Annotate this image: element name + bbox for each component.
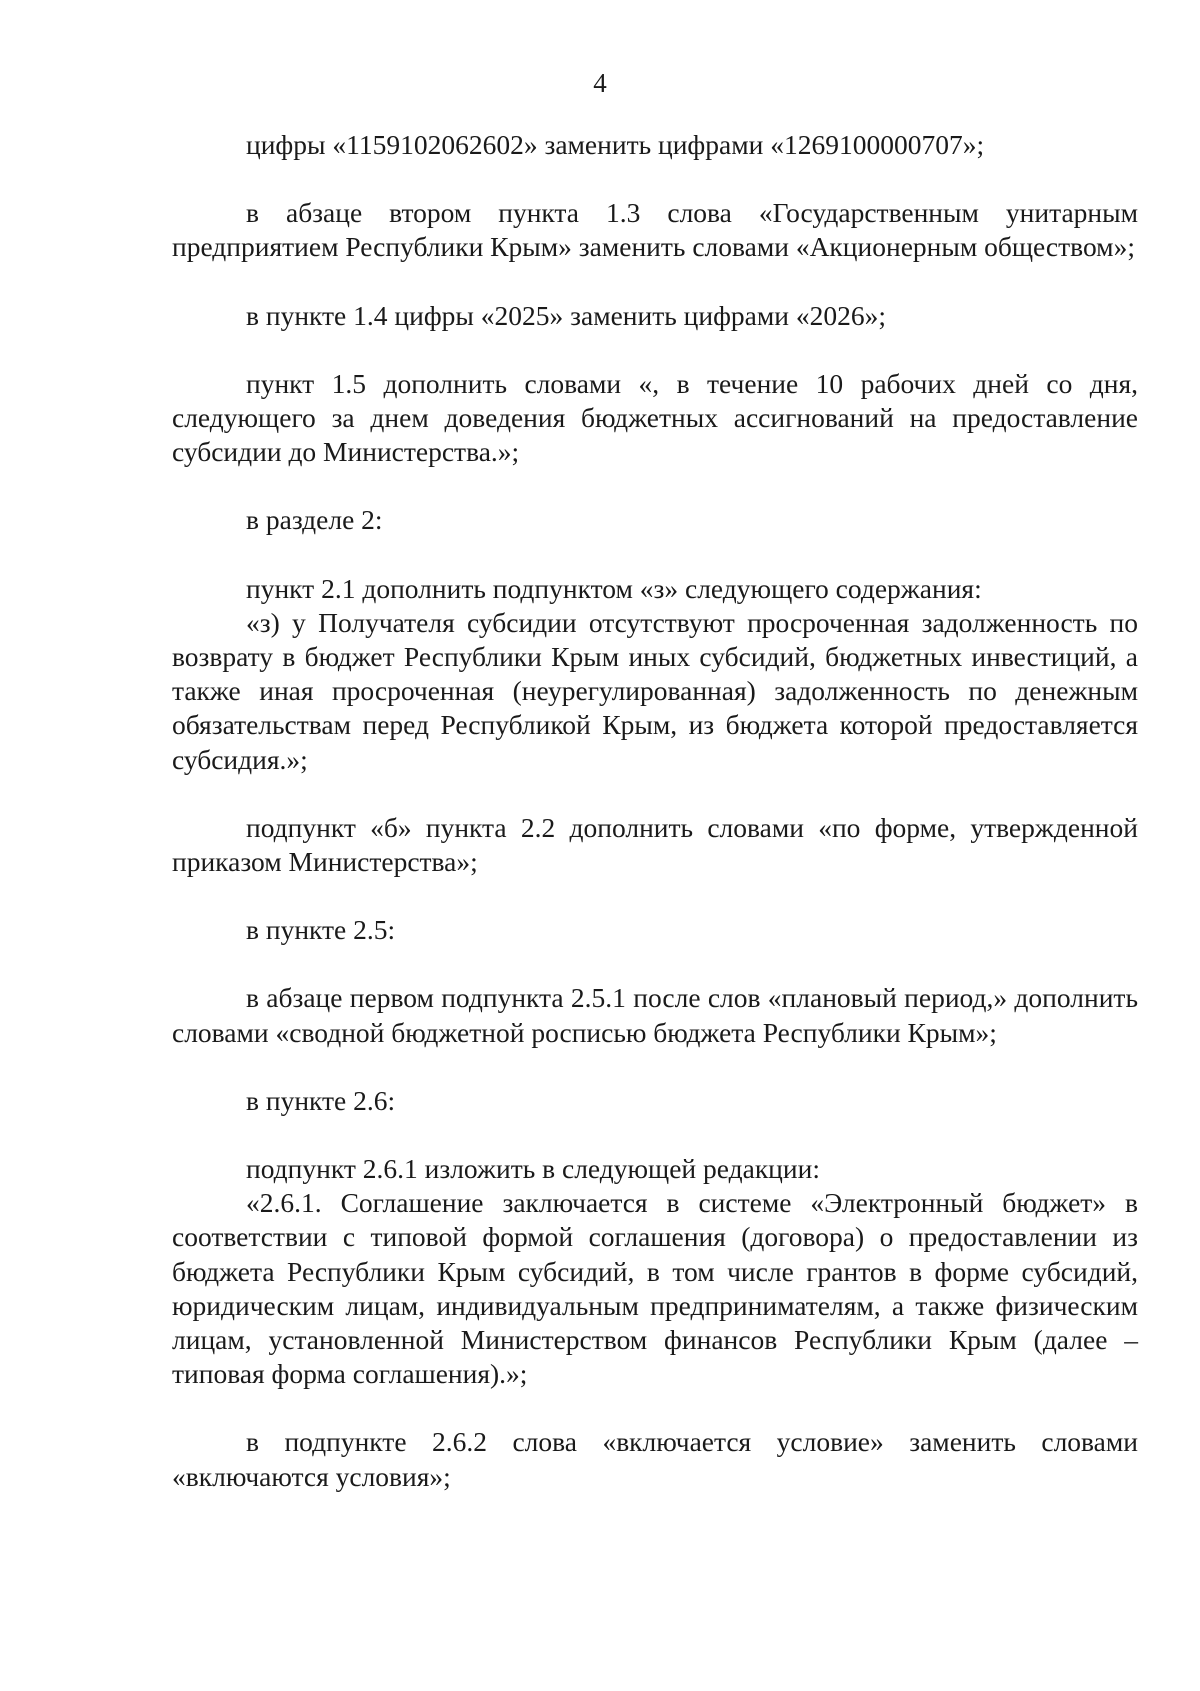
paragraph-clause-2-2: подпункт «б» пункта 2.2 дополнить словами «по форме, утвержденной приказом Министерства»; <box>172 811 1138 878</box>
paragraph-section-2: в разделе 2: <box>246 504 383 536</box>
document-body <box>172 128 1138 1494</box>
paragraph-subclause-z: «з) у Получателя субсидии отсутствуют просроченная задолженность по возврату в бюджет Республики Крым иных субсидий, бюджетных инвестиций, а также иная просроченная (неурегулированная) задолженность по денежным обязательствам перед Республикой Крым, из бюджета которой предоставляется субсидия.»; <box>172 606 1138 775</box>
paragraph-clause-1-3: в абзаце втором пункта 1.3 слова «Государственным унитарным предприятием Республики Крым» заменить словами «Акционерным обществом»; <box>172 197 1138 263</box>
page-number: 4 <box>593 68 607 98</box>
paragraph-subclause-2-6-1-intro: подпункт 2.6.1 изложить в следующей редакции: <box>246 1153 820 1185</box>
paragraph-clause-2-6: в пункте 2.6: <box>246 1084 396 1116</box>
paragraph-clause-1-5: пункт 1.5 дополнить словами «, в течение 10 рабочих дней со дня, следующего за днем доведения бюджетных ассигнований на предоставление субсидии до Министерства.»; <box>172 367 1138 468</box>
paragraph-clause-1-4: в пункте 1.4 цифры «2025» заменить цифрами «2026»; <box>246 299 887 331</box>
paragraph-clause-2-1: пункт 2.1 дополнить подпунктом «з» следующего содержания: <box>246 572 982 604</box>
paragraph-subclause-2-6-1-text: «2.6.1. Соглашение заключается в системе «Электронный бюджет» в соответствии с типовой формой соглашения (договора) о предоставлении из бюджета Республики Крым субсидий, в том числе грантов в форме субсидий, юридическим лицам, индивидуальным предпринимателям, а также физическим лицам, установленной Министерством финансов Республики Крым (далее – типовая форма соглашения).»; <box>172 1187 1138 1390</box>
paragraph-ogrn-replace: цифры «1159102062602» заменить цифрами «1269100000707»; <box>246 129 985 160</box>
paragraph-subclause-2-5-1: в абзаце первом подпункта 2.5.1 после слов «плановый период,» дополнить словами «сводной бюджетной росписью бюджета Республики Крым»; <box>172 982 1138 1048</box>
paragraph-clause-2-5: в пункте 2.5: <box>246 914 396 946</box>
paragraph-subclause-2-6-2: в подпункте 2.6.2 слова «включается условие» заменить словами «включаются условия»; <box>172 1426 1138 1492</box>
